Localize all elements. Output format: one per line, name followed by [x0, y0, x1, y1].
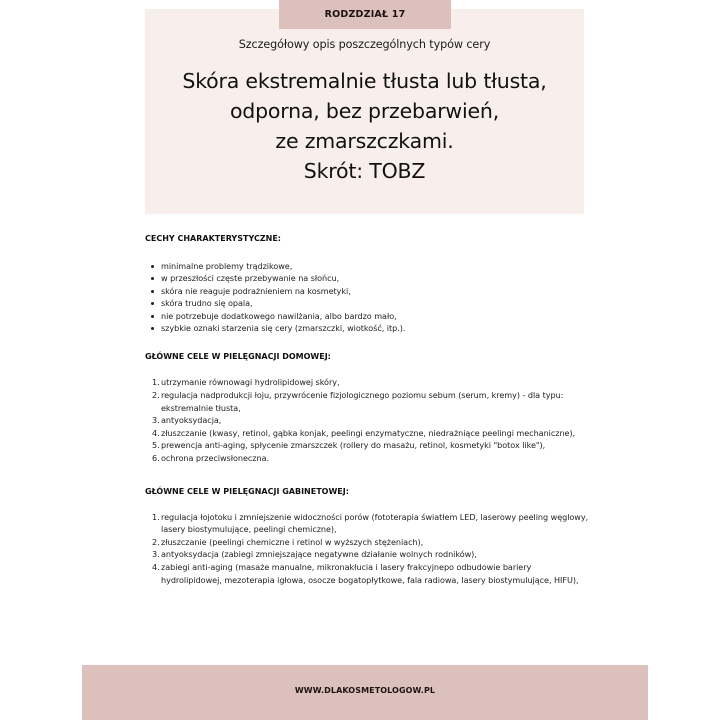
document-body	[145, 232, 595, 586]
title-line: odporna, bez przebarwień,	[229, 99, 500, 123]
section-salon-care	[145, 485, 595, 587]
list-item	[145, 376, 595, 389]
list-item	[145, 297, 595, 309]
title-line: Skrót: TOBZ	[303, 159, 426, 183]
list-number: 1.	[152, 377, 160, 388]
list-item-text: antyoksydacja,	[161, 415, 222, 426]
list-item-text: zabiegi anti-aging (masaże manualne, mikronakłucia i lasery frakcyjnepo odbudowie bariery hydrolipidowej, mezoterapia igłowa, osocze bogatopłytkowe, fala radiowa, lasery biostymulujące, HIFU),	[161, 561, 579, 585]
bullet-icon	[151, 277, 154, 280]
bullet-icon	[151, 302, 154, 305]
chapter-label: RODZDZIAŁ 17	[324, 9, 406, 20]
list-item-text: szybkie oznaki starzenia się cery (zmarszczki, wiotkość, itp.).	[161, 323, 406, 334]
footer-bar	[82, 665, 648, 720]
list-item	[145, 285, 595, 297]
list-number: 4.	[152, 427, 160, 438]
section-characteristics	[145, 232, 595, 334]
bullet-icon	[151, 265, 154, 268]
list-item-text: minimalne problemy trądzikowe,	[161, 261, 293, 271]
list-number: 3.	[152, 415, 160, 426]
list-item	[145, 452, 595, 465]
list-item	[145, 561, 595, 586]
list-item-text: antyoksydacja (zabiegi zmniejszające negatywne działanie wolnych rodników),	[161, 549, 477, 560]
title-line: Skóra ekstremalnie tłusta lub tłusta,	[182, 69, 547, 93]
list-item	[145, 310, 595, 322]
section-home-care	[145, 350, 595, 464]
page-title	[145, 66, 584, 186]
list-number: 2.	[152, 536, 160, 547]
list-item-text: skóra trudno się opala,	[161, 298, 253, 309]
page-subtitle: Szczegółowy opis poszczególnych typów cery	[238, 38, 491, 51]
list-item	[145, 272, 595, 284]
list-item	[145, 427, 595, 440]
chapter-tab	[279, 0, 451, 29]
list-number: 6.	[152, 453, 160, 463]
list-item-text: regulacja nadprodukcji łoju, przywrócenie fizjologicznego poziomu sebum (serum, kremy) - dla typu: ekstremalnie tłusta,	[161, 390, 564, 413]
list-number: 4.	[152, 561, 160, 572]
list-item	[145, 260, 595, 272]
list-item	[145, 414, 595, 427]
list-item	[145, 511, 595, 536]
list-item-text: ochrona przeciwsłoneczna.	[161, 453, 269, 463]
list-item	[145, 389, 595, 414]
title-line: ze zmarszczkami.	[275, 129, 454, 153]
section-heading: GŁÓWNE CELE W PIELĘGNACJI DOMOWEJ:	[145, 352, 331, 362]
list-item-text: nie potrzebuje dodatkowego nawilżania, albo bardzo mało,	[161, 310, 397, 321]
list-item-text: złuszczanie (kwasy, retinol, gąbka konjak, peelingi enzymatyczne, niedrażniące peelingi mechaniczne),	[161, 427, 576, 438]
list-item-text: regulacja łojotoku i zmniejszenie widoczności porów (fototerapia światłem LED, laserowy peeling węglowy, lasery biostymulujące, peelingi chemiczne),	[161, 511, 589, 535]
section-heading: CECHY CHARAKTERYSTYCZNE:	[145, 234, 281, 243]
footer-website-link[interactable]: WWW.DLAKOSMETOLOGOW.PL	[294, 686, 436, 695]
list-item-text: prewencja anti-aging, spłycenie zmarszczek (rollery do masażu, retinol, kosmetyki "botox like"),	[161, 440, 546, 451]
list-number: 1.	[152, 511, 160, 522]
list-item-text: skóra nie reaguje podrażnieniem na kosmetyki,	[161, 285, 351, 296]
list-item-text: złuszczanie (peelingi chemiczne i retinol w wyższych stężeniach),	[161, 536, 424, 547]
bullet-icon	[151, 315, 154, 318]
bullet-icon	[151, 290, 154, 293]
bullet-icon	[151, 327, 154, 330]
list-item	[145, 548, 595, 561]
list-item-text: utrzymanie równowagi hydrolipidowej skóry,	[161, 377, 340, 388]
home-care-list	[145, 376, 595, 464]
list-number: 2.	[152, 390, 160, 401]
list-item	[145, 439, 595, 452]
list-item-text: w przeszłości częste przebywanie na słońcu,	[161, 273, 340, 284]
salon-care-list	[145, 511, 595, 587]
list-number: 3.	[152, 549, 160, 560]
list-number: 5.	[152, 440, 160, 451]
section-heading: GŁÓWNE CELE W PIELĘGNACJI GABINETOWEJ:	[145, 486, 349, 496]
list-item	[145, 536, 595, 549]
list-item	[145, 322, 595, 334]
characteristics-list	[145, 260, 595, 334]
